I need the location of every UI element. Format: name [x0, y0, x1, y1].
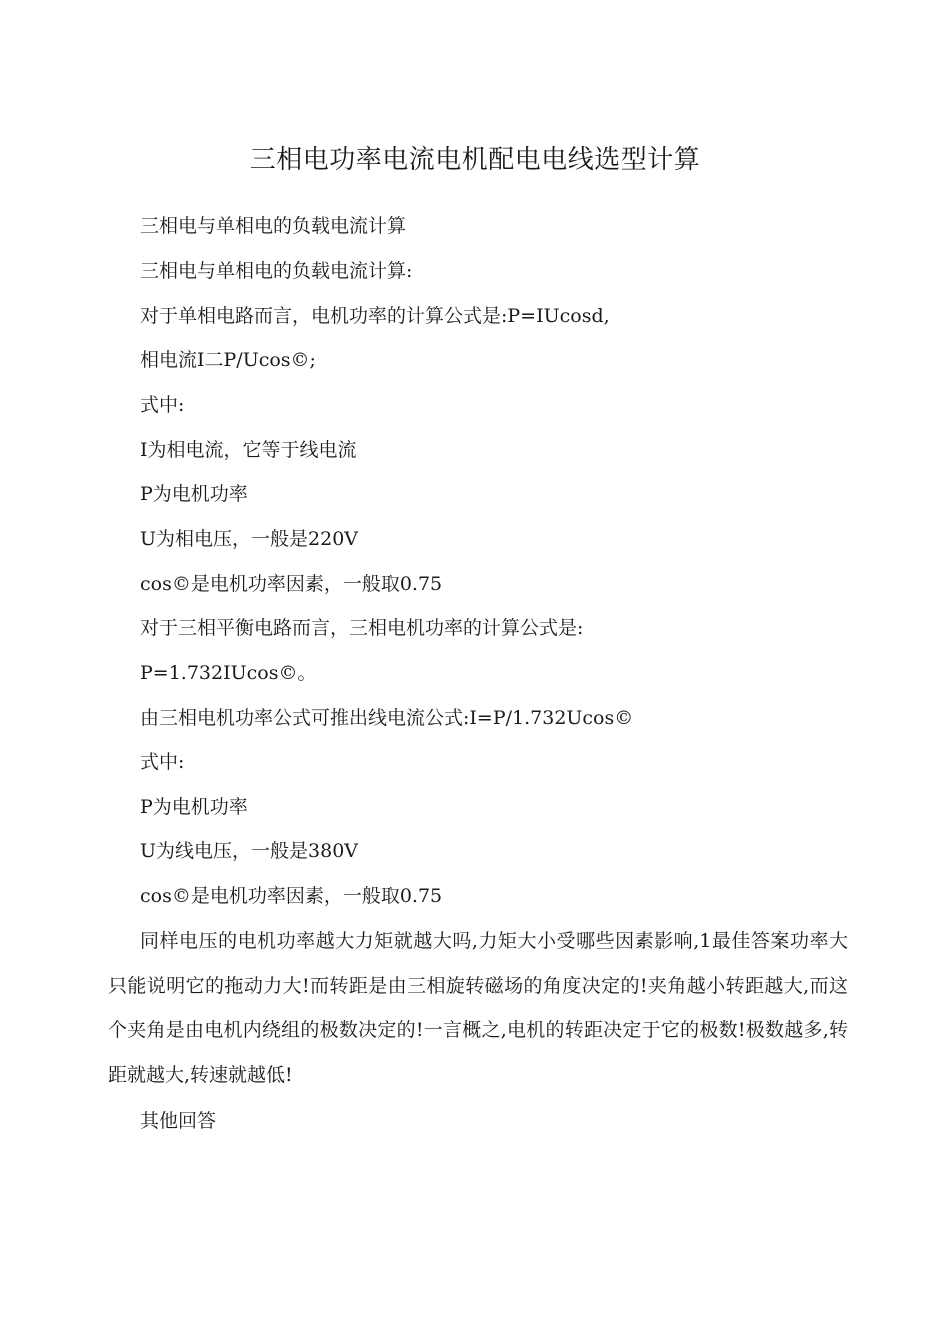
text-line: 对于单相电路而言，电机功率的计算公式是:P=IUcosd, — [140, 305, 610, 327]
text-line: 由三相电机功率公式可推出线电流公式:I=P/1.732Ucos© — [140, 707, 634, 729]
text-line: I为相电流，它等于线电流 — [140, 439, 357, 461]
text-line: cos©是电机功率因素，一般取0.75 — [140, 573, 443, 595]
text-line: 三相电与单相电的负载电流计算: — [140, 260, 413, 282]
text-line: P=1.732IUcos©。 — [140, 662, 317, 684]
text-line: U为相电压，一般是220V — [140, 528, 358, 550]
other-answers-heading: 其他回答 — [140, 1110, 217, 1132]
text-line: 对于三相平衡电路而言，三相电机功率的计算公式是: — [140, 617, 584, 639]
text-line: 式中: — [140, 751, 185, 773]
text-line: cos©是电机功率因素，一般取0.75 — [140, 885, 443, 907]
body-paragraph: 同样电压的电机功率越大力矩就越大吗,力矩大小受哪些因素影响,1最佳答案功率大只能说明它的拖动力大!而转距是由三相旋转磁场的角度决定的!夹角越小转距越大,而这个夹角是由电机内绕组的极数决定的!一言概之,电机的转距决定于它的极数!极数越多,转距就越大,转速就越低! — [108, 930, 848, 1086]
text-line: P为电机功率 — [140, 483, 248, 505]
text-line: 式中: — [140, 394, 185, 416]
document-title: 三相电功率电流电机配电电线选型计算 — [249, 145, 701, 175]
text-line: 三相电与单相电的负载电流计算 — [140, 215, 407, 237]
text-line: 相电流I二P/Ucos©; — [140, 349, 316, 371]
text-line: U为线电压，一般是380V — [140, 840, 358, 862]
text-line: P为电机功率 — [140, 796, 248, 818]
